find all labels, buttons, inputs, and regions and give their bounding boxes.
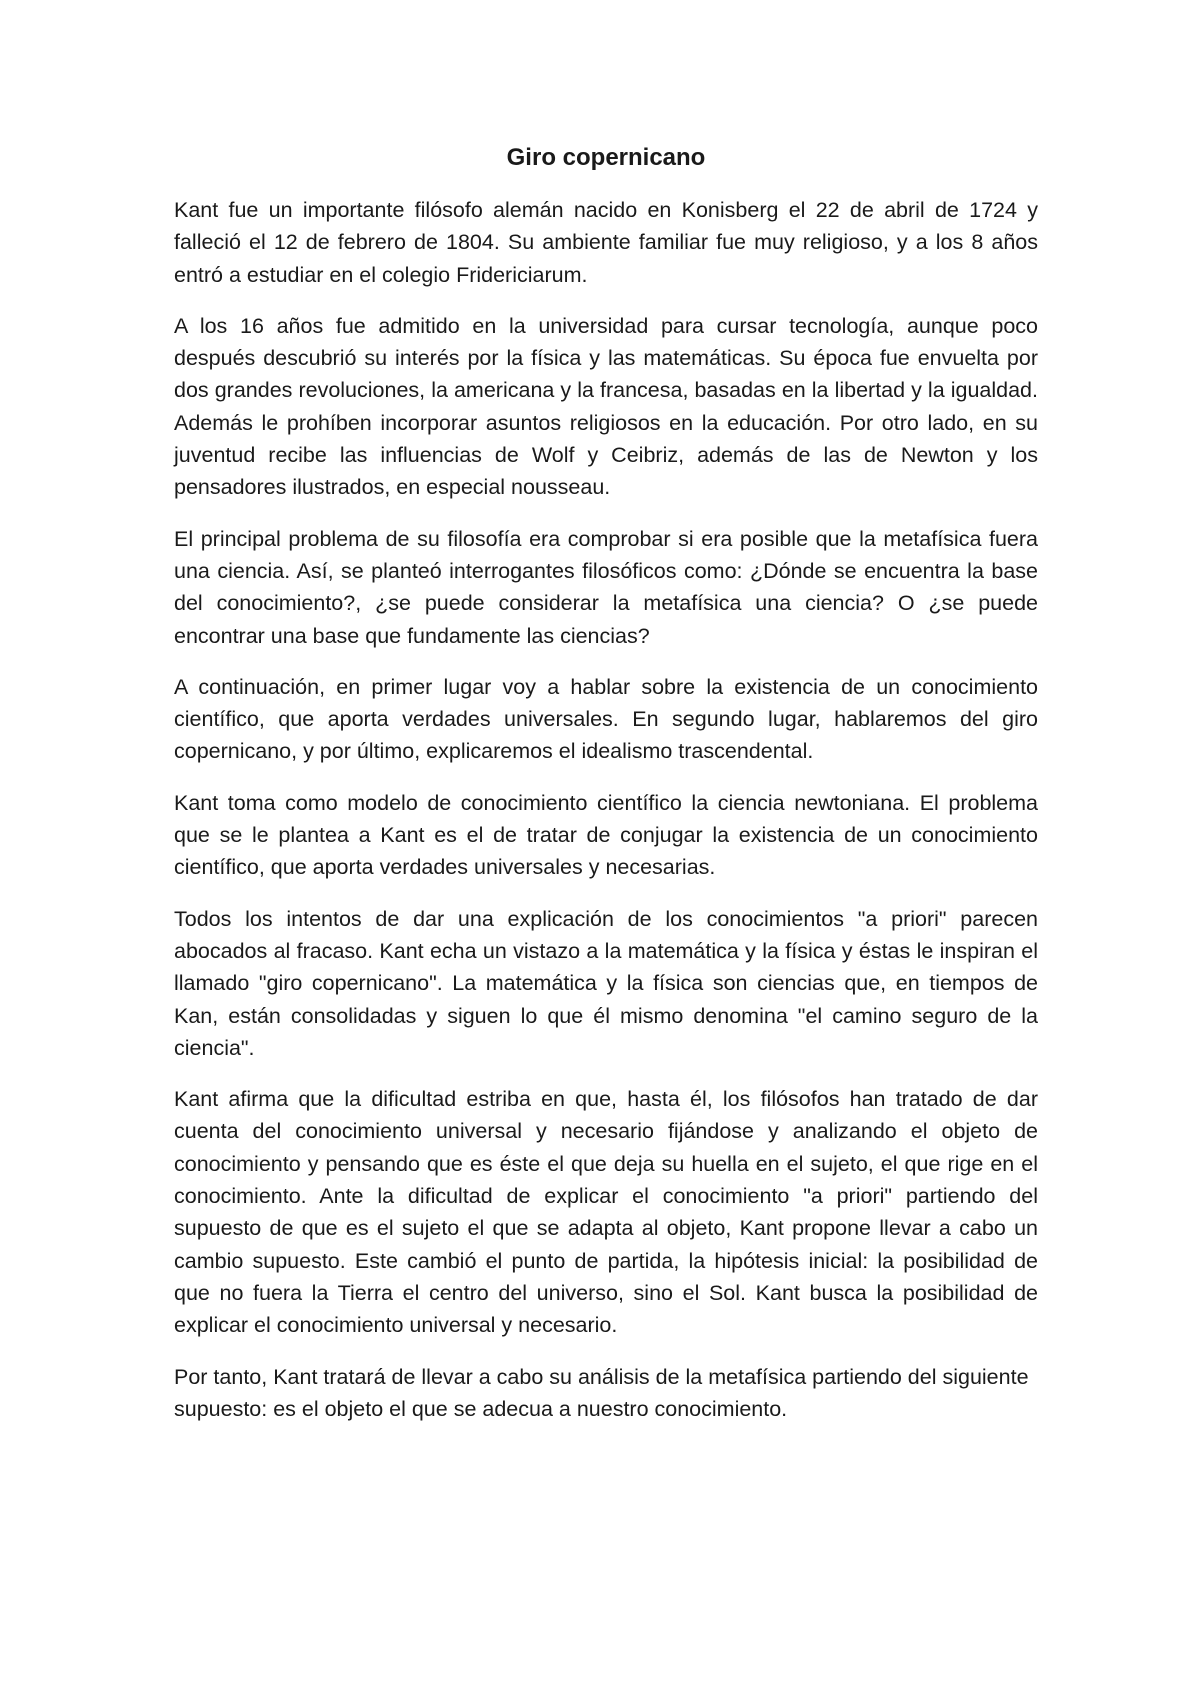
paragraph-biography: Kant fue un importante filósofo alemán nacido en Konisberg el 22 de abril de 1724 y falleció el 12 de febrero de 1804. Su ambiente familiar fue muy religioso, y a los 8 años entró a estudiar en el colegio Fridericiarum.: [174, 198, 1038, 287]
paragraph-difficulty: Kant afirma que la dificultad estriba en que, hasta él, los filósofos han tratado de dar cuenta del conocimiento universal y necesario fijándose y analizando el objeto de conocimiento y pensando que es éste el que deja su huella en el sujeto, el que rige en el conocimiento. Ante la dificultad de explicar el conocimiento "a priori" partiendo del supuesto de que es el sujeto el que se adapta al objeto, Kant propone llevar a cabo un cambio supuesto. Este cambió el punto de partida, la hipótesis inicial: la posibilidad de que no fuera la Tierra el centro del universo, sino el Sol. Kant busca la posibilidad de explicar el conocimiento universal y necesario.: [174, 1087, 1038, 1338]
document-body: [174, 140, 1038, 1444]
paragraph-conclusion: Por tanto, Kant tratará de llevar a cabo su análisis de la metafísica partiendo del siguiente supuesto: es el objeto el que se adecua a nuestro conocimiento.: [174, 1364, 1029, 1421]
paragraph-outline: A continuación, en primer lugar voy a hablar sobre la existencia de un conocimiento científico, que aporta verdades universales. En segundo lugar, hablaremos del giro copernicano, y por último, explicaremos el idealismo trascendental.: [174, 674, 1038, 764]
paragraph-education-influences: A los 16 años fue admitido en la universidad para cursar tecnología, aunque poco después descubrió su interés por la física y las matemáticas. Su época fue envuelta por dos grandes revoluciones, la americana y la francesa, basadas en la libertad y la igualdad. Además le prohíben incorporar asuntos religiosos en la educación. Por otro lado, en su juventud recibe las influencias de Wolf y Ceibriz, además de las de Newton y los pensadores ilustrados, en especial nousseau.: [174, 313, 1038, 500]
document-title: Giro copernicano: [506, 144, 706, 171]
paragraph-a-priori: Todos los intentos de dar una explicación de los conocimientos "a priori" parecen abocados al fracaso. Kant echa un vistazo a la matemática y la física y éstas le inspiran el llamado "giro copernicano". La matemática y la física son ciencias que, en tiempos de Kan, están consolidadas y siguen lo que él mismo denomina "el camino seguro de la ciencia".: [174, 906, 1038, 1060]
paragraph-scientific-knowledge: Kant toma como modelo de conocimiento científico la ciencia newtoniana. El problema que se le plantea a Kant es el de tratar de conjugar la existencia de un conocimiento científico, que aporta verdades universales y necesarias.: [174, 790, 1038, 880]
paragraph-main-problem: El principal problema de su filosofía era comprobar si era posible que la metafísica fuera una ciencia. Así, se planteó interrogantes filosóficos como: ¿Dónde se encuentra la base del conocimiento?, ¿se puede considerar la metafísica una ciencia? O ¿se puede encontrar una base que fundamente las ciencias?: [174, 526, 1038, 648]
